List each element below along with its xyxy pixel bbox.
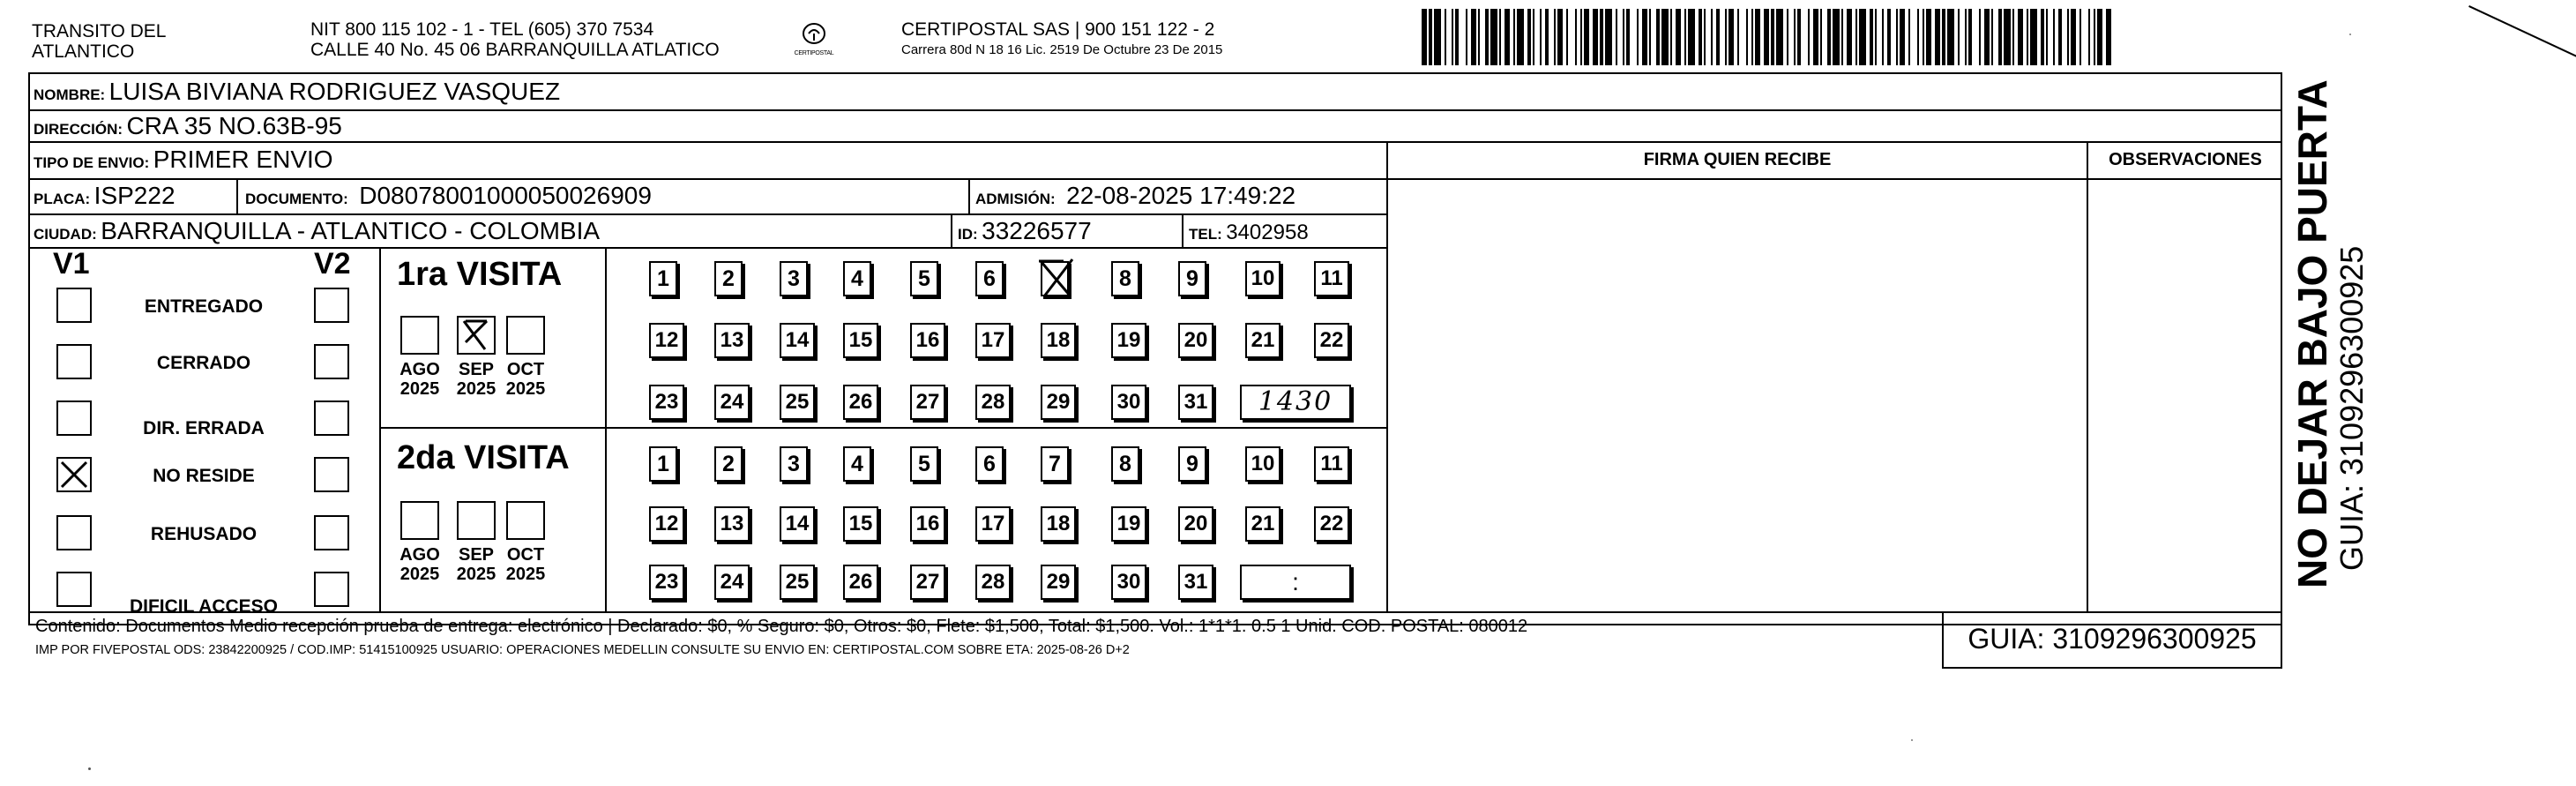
barcode-bar <box>1776 9 1783 65</box>
month-checkbox[interactable] <box>400 501 439 540</box>
day-1-box[interactable]: 1 <box>649 446 677 482</box>
time-box[interactable]: 1430 <box>1240 385 1351 420</box>
v2-label: V2 <box>314 247 351 281</box>
divider <box>28 178 2282 180</box>
placa-value: ISP222 <box>93 182 175 209</box>
barcode-bar <box>1605 9 1612 65</box>
admision-field <box>975 182 1295 210</box>
barcode-bar <box>1833 9 1840 65</box>
barcode-bar <box>1859 9 1866 65</box>
v2-checkbox[interactable] <box>314 288 349 323</box>
divider <box>1182 213 1183 247</box>
day-20-box[interactable]: 20 <box>1178 506 1213 542</box>
day-3-box[interactable]: 3 <box>780 446 808 482</box>
id-label: ID: <box>958 226 978 243</box>
day-2-box[interactable]: 2 <box>714 261 743 296</box>
certipostal-logo <box>791 21 837 62</box>
divider <box>28 109 2282 111</box>
cause-label: REHUSADO <box>150 524 258 544</box>
placa-label: PLACA: <box>34 191 91 207</box>
tel-label: TEL: <box>1189 226 1222 243</box>
tel-field <box>1189 221 1309 245</box>
day-8-box[interactable]: 8 <box>1111 261 1139 296</box>
observaciones-header: OBSERVACIONES <box>2109 150 2262 169</box>
tipo-value: PRIMER ENVIO <box>153 146 333 173</box>
barcode-bar <box>1947 9 1954 65</box>
day-12-box[interactable]: 12 <box>649 323 684 358</box>
barcode-space <box>2081 9 2088 65</box>
direccion-value: CRA 35 NO.63B-95 <box>126 112 342 139</box>
month-checkbox[interactable] <box>400 316 439 355</box>
side-guia: GUIA: 3109296300925 <box>2333 245 2370 571</box>
month-label <box>499 360 552 399</box>
imp-text: IMP POR FIVEPOSTAL ODS: 23842200925 / COD.IMP: 51415100925 USUARIO: OPERACIONES MEDELLIN CONSULTE SU ENVIO EN: CERTIPOSTAL.COM SOBRE ETA: 2025-08-26 D+2 <box>35 643 1130 657</box>
day-12-box[interactable]: 12 <box>649 506 684 542</box>
v1-checkbox[interactable] <box>56 515 92 550</box>
day-24-box[interactable]: 24 <box>714 385 750 420</box>
day-13-box[interactable]: 13 <box>714 506 750 542</box>
month-name: OCT <box>506 545 545 565</box>
barcode-bar <box>2004 9 2011 65</box>
barcode-space <box>1972 9 1979 65</box>
day-15-box[interactable]: 15 <box>843 323 878 358</box>
divider <box>28 247 1386 249</box>
day-23-box[interactable]: 23 <box>649 565 684 600</box>
day-18-box[interactable]: 18 <box>1041 323 1076 358</box>
day-30-box[interactable]: 30 <box>1111 565 1146 600</box>
placa-field <box>34 182 175 210</box>
day-19-box[interactable]: 19 <box>1111 323 1146 358</box>
logo-text: CERTIPOSTAL <box>794 50 834 56</box>
day-9-box[interactable]: 9 <box>1178 446 1206 482</box>
x-mark-icon <box>58 459 90 490</box>
tel-value: 3402958 <box>1226 221 1309 244</box>
company-line: CERTIPOSTAL SAS | 900 151 122 - 2 <box>901 19 1215 40</box>
month-name: SEP <box>458 360 495 379</box>
day-26-box[interactable]: 26 <box>843 565 878 600</box>
day-10-box[interactable]: 10 <box>1245 446 1281 482</box>
barcode-bar <box>1490 9 1497 65</box>
day-28-box[interactable]: 28 <box>975 385 1011 420</box>
company-info <box>901 19 1222 58</box>
v2-checkbox[interactable] <box>314 400 349 436</box>
side-text <box>2289 79 2369 588</box>
month-label <box>499 545 552 584</box>
barcode-space <box>1459 9 1466 65</box>
month-name: OCT <box>506 360 545 379</box>
no-dejar-warning: NO DEJAR BAJO PUERTA <box>2289 79 2335 588</box>
barcode-space <box>1801 9 1808 65</box>
day-30-box[interactable]: 30 <box>1111 385 1146 420</box>
id-value: 33226577 <box>982 217 1092 244</box>
day-2-box[interactable]: 2 <box>714 446 743 482</box>
day-21-box[interactable]: 21 <box>1245 506 1281 542</box>
day-28-box[interactable]: 28 <box>975 565 1011 600</box>
month-label <box>450 545 503 584</box>
month-name: SEP <box>458 545 495 565</box>
cause-label: DIR. ERRADA <box>143 418 265 438</box>
cause-label: CERRADO <box>156 353 251 373</box>
x-mark-icon <box>1035 256 1078 302</box>
divider <box>379 427 1386 429</box>
day-15-box[interactable]: 15 <box>843 506 878 542</box>
day-25-box[interactable]: 25 <box>780 385 815 420</box>
contenido-text: Contenido: Documentos Medio recepción prueba de entrega: electrónico | Declarado: $0, % Seguro: $0, Otros: $0, Flete: $1,500, Total: $1,500. Vol.: 1*1*1. 0.5 1 Unid. COD. POSTAL: 080012 <box>35 617 1528 636</box>
org-contact <box>310 19 720 60</box>
day-14-box[interactable]: 14 <box>780 323 815 358</box>
admision-value: 22-08-2025 17:49:22 <box>1066 182 1296 209</box>
month-year: 2025 <box>456 565 497 584</box>
day-8-box[interactable]: 8 <box>1111 446 1139 482</box>
v1-checkbox[interactable] <box>56 344 92 379</box>
day-9-box[interactable]: 9 <box>1178 261 1206 296</box>
v2-checkbox[interactable] <box>314 572 349 607</box>
direccion-label: DIRECCIÓN: <box>34 121 123 138</box>
day-25-box[interactable]: 25 <box>780 565 815 600</box>
ciudad-label: CIUDAD: <box>34 226 97 243</box>
ciudad-value: BARRANQUILLA - ATLANTICO - COLOMBIA <box>101 217 601 244</box>
day-24-box[interactable]: 24 <box>714 565 750 600</box>
barcode-bar <box>1688 9 1695 65</box>
day-16-box[interactable]: 16 <box>910 323 945 358</box>
visit2-title: 2da VISITA <box>397 439 570 476</box>
x-mark-icon <box>459 318 494 353</box>
day-31-box[interactable]: 31 <box>1178 565 1213 600</box>
x-mark-icon <box>58 459 90 490</box>
divider <box>951 213 952 247</box>
time-box[interactable]: : <box>1240 565 1351 600</box>
day-6-box[interactable]: 6 <box>975 446 1004 482</box>
barcode <box>1422 9 2113 65</box>
nombre-row <box>34 78 560 106</box>
day-22-box[interactable]: 22 <box>1314 323 1349 358</box>
documento-field <box>245 182 652 210</box>
day-6-box[interactable]: 6 <box>975 261 1004 296</box>
nit-line: NIT 800 115 102 - 1 - TEL (605) 370 7534 <box>310 19 654 40</box>
divider <box>1942 667 2282 669</box>
v2-checkbox[interactable] <box>314 515 349 550</box>
month-label <box>393 360 446 399</box>
day-18-box[interactable]: 18 <box>1041 506 1076 542</box>
scan-speck <box>2349 34 2351 35</box>
nombre-label: NOMBRE: <box>34 86 106 103</box>
scan-speck <box>88 767 91 770</box>
month-year: 2025 <box>399 379 440 399</box>
divider <box>379 247 381 611</box>
barcode-space <box>2111 9 2113 65</box>
day-21-box[interactable]: 21 <box>1245 323 1281 358</box>
month-year: 2025 <box>399 565 440 584</box>
divider <box>2087 141 2088 613</box>
day-29-box[interactable]: 29 <box>1041 385 1076 420</box>
barcode-bar <box>2030 9 2037 65</box>
divider <box>236 178 238 215</box>
day-11-box[interactable]: 11 <box>1314 261 1349 296</box>
month-year: 2025 <box>456 379 497 399</box>
divider <box>28 141 2282 143</box>
v1-checkbox[interactable] <box>56 572 92 607</box>
ciudad-field <box>34 217 600 245</box>
day-5-box[interactable]: 5 <box>910 446 938 482</box>
v2-checkbox[interactable] <box>314 457 349 492</box>
id-field <box>958 217 1092 245</box>
scan-speck <box>1911 739 1913 741</box>
day-14-box[interactable]: 14 <box>780 506 815 542</box>
day-11-box[interactable]: 11 <box>1314 446 1349 482</box>
day-3-box[interactable]: 3 <box>780 261 808 296</box>
day-7-box[interactable] <box>1041 261 1069 296</box>
day-1-box[interactable]: 1 <box>649 261 677 296</box>
address-line: CALLE 40 No. 45 06 BARRANQUILLA ATLATICO <box>310 40 720 60</box>
barcode-space <box>1910 9 1917 65</box>
v1-checkbox[interactable] <box>56 400 92 436</box>
org-name <box>32 21 166 62</box>
day-7-box[interactable]: 7 <box>1041 446 1069 482</box>
month-year: 2025 <box>505 379 546 399</box>
day-4-box[interactable]: 4 <box>843 446 871 482</box>
month-checkbox[interactable] <box>457 501 496 540</box>
admision-label: ADMISIÓN: <box>975 191 1056 207</box>
org-name-line2: ATLANTICO <box>32 41 135 62</box>
barcode-space <box>1568 9 1575 65</box>
day-22-box[interactable]: 22 <box>1314 506 1349 542</box>
month-checkbox[interactable] <box>506 316 545 355</box>
barcode-bar <box>1661 9 1669 65</box>
license-line: Carrera 80d N 18 16 Lic. 2519 De Octubre 23 De 2015 <box>901 42 1223 57</box>
cause-label: DIFICIL ACCESO <box>129 596 278 617</box>
guia-box: GUIA: 3109296300925 <box>1967 623 2257 655</box>
org-name-line1: TRANSITO DEL <box>32 21 167 41</box>
day-27-box[interactable]: 27 <box>910 565 945 600</box>
barcode-bar <box>1434 9 1441 65</box>
v1-checkbox[interactable] <box>56 457 92 492</box>
nombre-value: LUISA BIVIANA RODRIGUEZ VASQUEZ <box>108 78 561 105</box>
month-label <box>450 360 503 399</box>
visit1-title: 1ra VISITA <box>397 256 563 293</box>
month-checkbox[interactable] <box>457 316 496 355</box>
day-16-box[interactable]: 16 <box>910 506 945 542</box>
direccion-row <box>34 112 342 140</box>
v1-checkbox[interactable] <box>56 288 92 323</box>
cause-label: NO RESIDE <box>153 466 255 486</box>
documento-value: D08078001000050026909 <box>359 182 652 209</box>
v2-checkbox[interactable] <box>314 344 349 379</box>
month-name: AGO <box>399 545 440 565</box>
divider <box>968 178 970 213</box>
month-name: AGO <box>399 360 440 379</box>
divider <box>605 247 607 611</box>
day-13-box[interactable]: 13 <box>714 323 750 358</box>
divider <box>28 611 2282 613</box>
divider <box>2281 611 2282 669</box>
decorative-corner-line <box>2468 5 2576 59</box>
day-17-box[interactable]: 17 <box>975 323 1011 358</box>
day-4-box[interactable]: 4 <box>843 261 871 296</box>
barcode-space <box>1630 9 1637 65</box>
tipo-label: TIPO DE ENVIO: <box>34 154 150 171</box>
day-10-box[interactable]: 10 <box>1245 261 1281 296</box>
day-31-box[interactable]: 31 <box>1178 385 1213 420</box>
firma-header: FIRMA QUIEN RECIBE <box>1643 150 1832 169</box>
barcode-space <box>1739 9 1746 65</box>
day-26-box[interactable]: 26 <box>843 385 878 420</box>
day-23-box[interactable]: 23 <box>649 385 684 420</box>
day-17-box[interactable]: 17 <box>975 506 1011 542</box>
day-19-box[interactable]: 19 <box>1111 506 1146 542</box>
day-5-box[interactable]: 5 <box>910 261 938 296</box>
documento-label: DOCUMENTO: <box>245 191 348 207</box>
tipo-row <box>34 146 333 174</box>
day-20-box[interactable]: 20 <box>1178 323 1213 358</box>
month-label <box>393 545 446 584</box>
day-29-box[interactable]: 29 <box>1041 565 1076 600</box>
barcode-bar <box>1517 9 1524 65</box>
month-checkbox[interactable] <box>506 501 545 540</box>
day-27-box[interactable]: 27 <box>910 385 945 420</box>
cause-label: ENTREGADO <box>144 296 264 317</box>
v1-label: V1 <box>53 247 90 281</box>
divider <box>1386 141 1388 613</box>
month-year: 2025 <box>505 565 546 584</box>
